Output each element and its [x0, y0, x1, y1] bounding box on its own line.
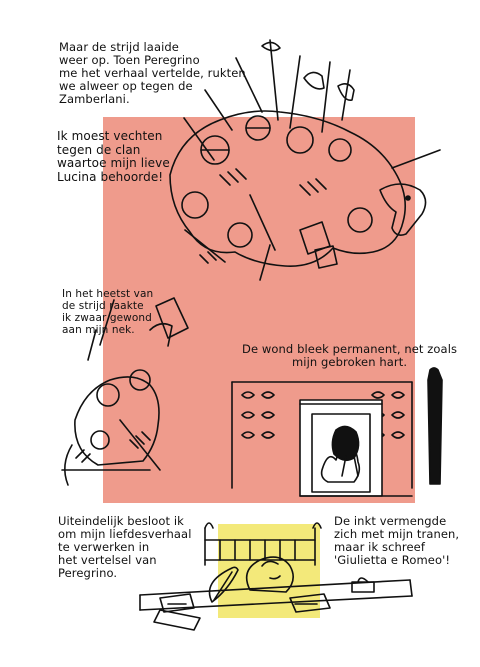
- caption-permanent-wound: De wond bleek permanent, net zoals mijn gebroken hart.: [242, 342, 458, 369]
- caption-forced-to-fight: Ik moest vechten tegen de clan waartoe mijn lieve Lucina behoorde!: [57, 129, 170, 184]
- caption-ink-and-tears: De inkt vermengde zich met mijn tranen, maar ik schreef 'Giulietta e Romeo'!: [334, 514, 460, 567]
- caption-battle-resumed: Maar de strijd laaide weer op. Toen Peregrino me het verhaal vertelde, rukten we alweer op tegen de Zamberlani.: [59, 40, 246, 106]
- caption-decision-to-write: Uiteindelijk besloot ik om mijn liefdesverhaal te verwerken in het vertelsel van Peregrino.: [58, 514, 192, 580]
- fireplace-room-drawing: [232, 368, 442, 496]
- caption-wounded-neck: In het heetst van de strijd raakte ik zwaar gewond aan mijn nek.: [62, 288, 154, 336]
